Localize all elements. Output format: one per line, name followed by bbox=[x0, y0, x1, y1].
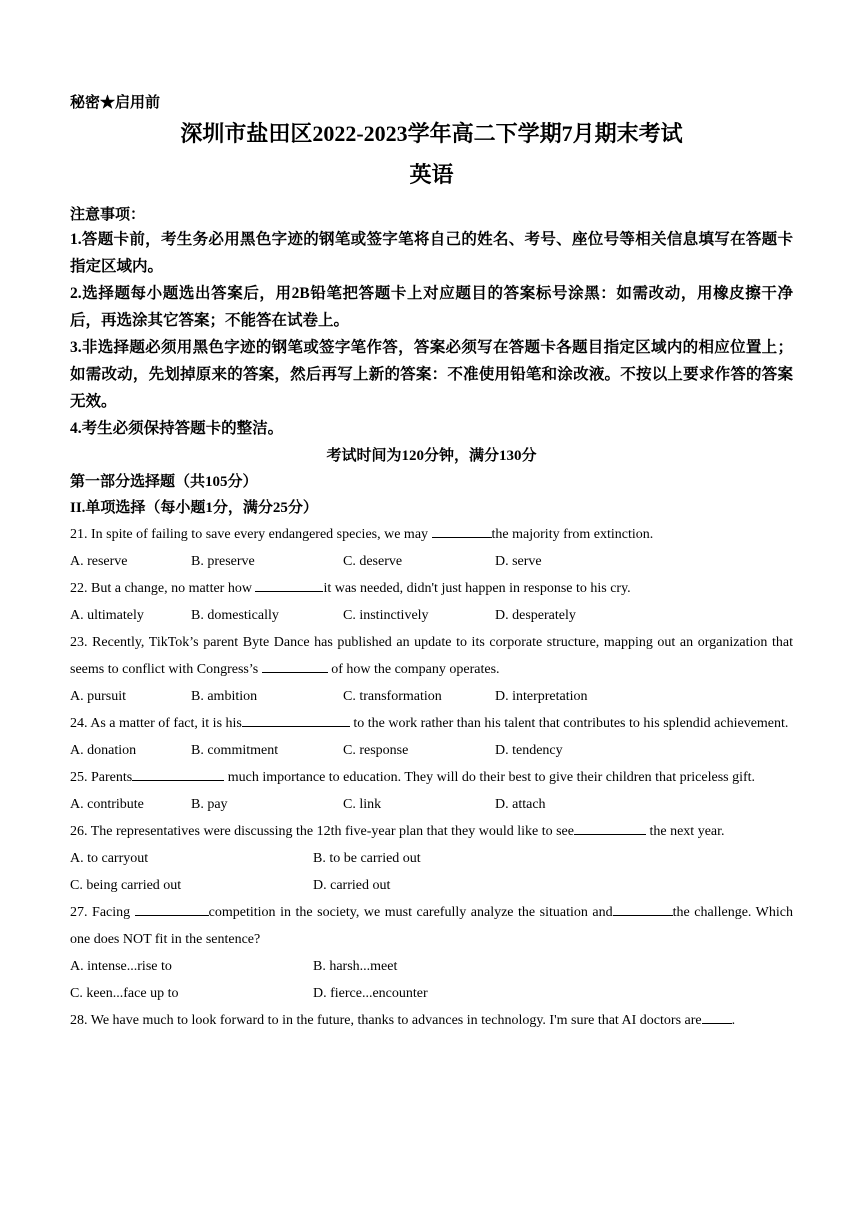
option-c: C. transformation bbox=[343, 689, 442, 704]
question-21-options bbox=[70, 548, 793, 575]
question-28: 28. We have much to look forward to in the future, thanks to advances in technology. I'm sure that AI doctors are . bbox=[70, 1007, 793, 1034]
answer-blank bbox=[613, 901, 673, 916]
confidential-label: 秘密★启用前 bbox=[70, 95, 161, 111]
option-c: C. response bbox=[343, 743, 409, 758]
question-24-options bbox=[70, 737, 793, 764]
option-d: D. interpretation bbox=[495, 689, 588, 704]
note-item-3: 3.非选择题必须用黑色字迹的钢笔或签字笔作答，答案必须写在答题卡各题目指定区域内的相应位置上；如需改动，先划掉原来的答案，然后再写上新的答案：不准使用铅笔和涂改液。不按以上要求作答的答案无效。 bbox=[70, 339, 793, 410]
question-23: 23. Recently, TikTok’s parent Byte Dance has published an update to its corporate structure, mapping out an organization that seems to conflict with Congress’s of how the company operates. bbox=[70, 635, 793, 677]
note-item-2: 2.选择题每小题选出答案后，用2B铅笔把答题卡上对应题目的答案标号涂黑：如需改动，用橡皮擦干净后，再选涂其它答案；不能答在试卷上。 bbox=[70, 285, 793, 329]
subject-title: 英语 bbox=[409, 162, 454, 187]
question-22: 22. But a change, no matter how it was needed, didn't just happen in response to his cry. bbox=[70, 575, 793, 602]
question-23-options bbox=[70, 683, 793, 710]
question-27: 27. Facing competition in the society, we must carefully analyze the situation and the challenge. Which one does NOT fit in the sentence? bbox=[70, 899, 793, 953]
option-b: B. pay bbox=[191, 797, 228, 812]
option-c: C. keen...face up to bbox=[70, 986, 179, 1001]
option-a: A. pursuit bbox=[70, 689, 126, 704]
exam-time-info: 考试时间为120分钟，满分130分 bbox=[326, 448, 537, 464]
option-a: A. contribute bbox=[70, 797, 144, 812]
question-25-options bbox=[70, 791, 793, 818]
question-24: 24. As a matter of fact, it is his to the work rather than his talent that contributes to his splendid achievement. bbox=[70, 710, 793, 737]
answer-blank bbox=[432, 523, 492, 538]
option-b: B. commitment bbox=[191, 743, 279, 758]
option-c: C. being carried out bbox=[70, 878, 182, 893]
option-a: A. donation bbox=[70, 743, 137, 758]
answer-blank bbox=[702, 1009, 732, 1024]
answer-blank bbox=[242, 712, 350, 727]
question-26: 26. The representatives were discussing the 12th five-year plan that they would like to see the next year. bbox=[70, 818, 793, 845]
note-item-1: 1.答题卡前，考生务必用黑色字迹的钢笔或签字笔将自己的姓名、考号、座位号等相关信息填写在答题卡指定区域内。 bbox=[70, 231, 793, 275]
option-b: B. preserve bbox=[191, 554, 255, 569]
question-25: 25. Parents much importance to education. They will do their best to give their children that priceless gift. bbox=[70, 764, 793, 791]
question-27-options-row2 bbox=[70, 980, 793, 1007]
answer-blank bbox=[262, 658, 328, 673]
answer-blank bbox=[574, 820, 646, 835]
part-heading: 第一部分选择题（共105分） bbox=[70, 474, 258, 490]
answer-blank bbox=[132, 766, 224, 781]
notes-heading: 注意事项： bbox=[70, 207, 146, 223]
option-b: B. ambition bbox=[191, 689, 258, 704]
option-a: A. to carryout bbox=[70, 851, 149, 866]
note-item-4: 4.考生必须保持答题卡的整洁。 bbox=[70, 420, 284, 437]
option-d: D. desperately bbox=[495, 608, 576, 623]
question-27-options-row1 bbox=[70, 953, 793, 980]
option-d: D. carried out bbox=[313, 878, 391, 893]
option-b: B. to be carried out bbox=[313, 851, 421, 866]
exam-page bbox=[70, 92, 793, 1034]
option-d: D. attach bbox=[495, 797, 546, 812]
option-d: D. serve bbox=[495, 554, 542, 569]
option-c: C. deserve bbox=[343, 554, 403, 569]
question-26-options-row2 bbox=[70, 872, 793, 899]
option-d: D. fierce...encounter bbox=[313, 986, 428, 1001]
answer-blank bbox=[255, 577, 323, 592]
option-c: C. link bbox=[343, 797, 382, 812]
option-a: A. ultimately bbox=[70, 608, 144, 623]
option-b: B. domestically bbox=[191, 608, 279, 623]
question-21: 21. In spite of failing to save every endangered species, we may the majority from extinction. bbox=[70, 521, 793, 548]
option-d: D. tendency bbox=[495, 743, 563, 758]
section-heading: II.单项选择（每小题1分，满分25分） bbox=[70, 500, 318, 516]
option-a: A. intense...rise to bbox=[70, 959, 172, 974]
exam-title: 深圳市盐田区2022-2023学年高二下学期7月期末考试 bbox=[180, 121, 683, 146]
option-b: B. harsh...meet bbox=[313, 959, 398, 974]
question-26-options-row1 bbox=[70, 845, 793, 872]
question-22-options bbox=[70, 602, 793, 629]
option-a: A. reserve bbox=[70, 554, 128, 569]
answer-blank bbox=[135, 901, 209, 916]
option-c: C. instinctively bbox=[343, 608, 429, 623]
